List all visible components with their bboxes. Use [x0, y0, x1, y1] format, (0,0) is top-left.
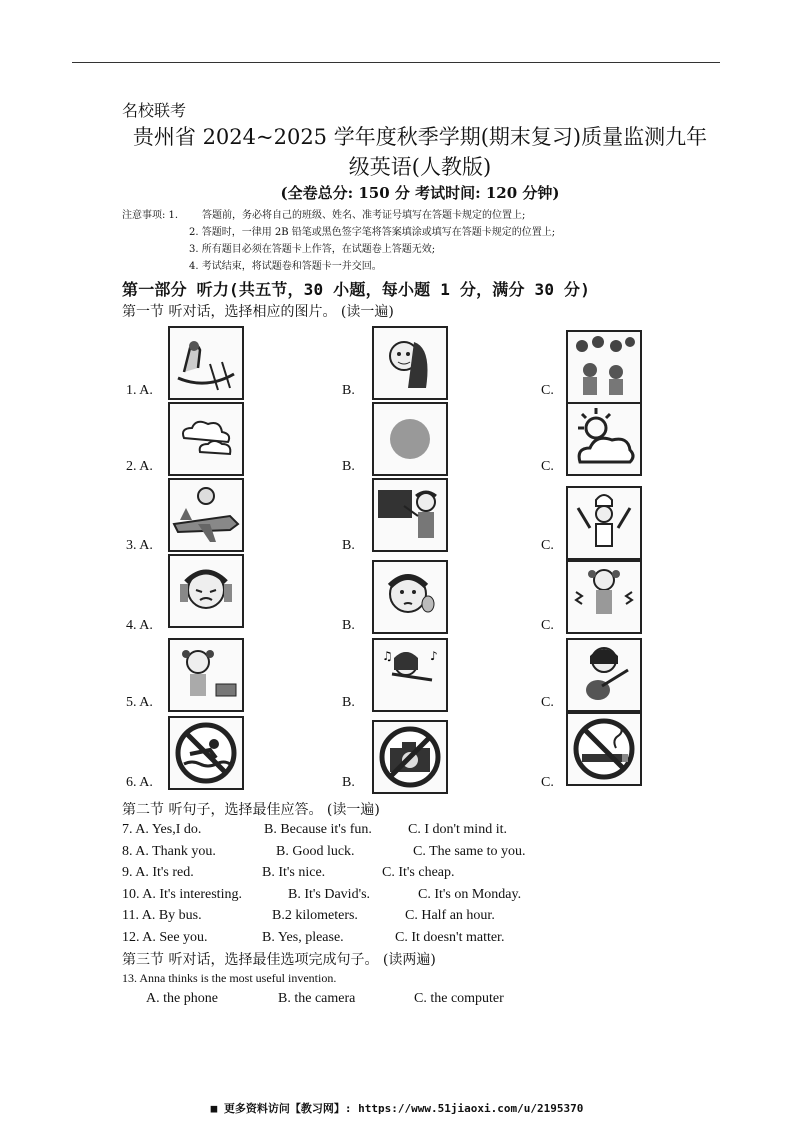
- section2-heading: 第二节 听句子，选择最佳应答。 (读一遍): [122, 802, 380, 818]
- row4-label-a: 4. A.: [126, 618, 153, 633]
- row5-label-b: B.: [342, 695, 355, 710]
- q7-option-c: C. I don't mind it.: [408, 822, 507, 837]
- row6-label-c: C.: [541, 775, 554, 790]
- row4-label-b: B.: [342, 618, 355, 633]
- exam-title-line1: 贵州省 2024~2025 学年度秋季学期(期末复习)质量监测九年: [132, 125, 708, 149]
- girl-guitar-icon: [566, 638, 642, 712]
- footer-link[interactable]: ■ 更多资料访问【教习网】: https://www.51jiaoxi.com/u/2195370: [210, 1102, 584, 1115]
- row5-label-c: C.: [541, 695, 554, 710]
- q11-option-b: B.2 kilometers.: [272, 908, 358, 923]
- exam-title-line2: 级英语(人教版): [348, 155, 492, 179]
- pilot-airplane-icon: [168, 478, 244, 552]
- no-smoking-icon: [566, 712, 642, 786]
- q13-option-c: C. the computer: [414, 991, 504, 1006]
- teacher-blackboard-icon: [372, 478, 448, 552]
- noisy-girl-icon: [566, 560, 642, 634]
- note-item-1: 答题前，务必将自己的班级、姓名、准考证号填写在答题卡规定的位置上;: [202, 210, 526, 221]
- row1-label-b: B.: [342, 383, 355, 398]
- row3-label-c: C.: [541, 538, 554, 553]
- q9-option-a: 9. A. It's red.: [122, 865, 194, 880]
- sun-icon: [372, 402, 448, 476]
- q9-option-b: B. It's nice.: [262, 865, 326, 880]
- row5-label-a: 5. A.: [126, 695, 153, 710]
- q12-option-b: B. Yes, please.: [262, 930, 344, 945]
- lanterns-people-icon: [566, 330, 642, 404]
- q8-option-b: B. Good luck.: [276, 844, 355, 859]
- q11-option-a: 11. A. By bus.: [122, 908, 202, 923]
- row2-label-b: B.: [342, 459, 355, 474]
- q8-option-c: C. The same to you.: [413, 844, 526, 859]
- sun-cloud-icon: [566, 402, 642, 476]
- girl-drum-icon: [168, 638, 244, 712]
- q13-option-b: B. the camera: [278, 991, 356, 1006]
- cook-chef-icon: [566, 486, 642, 560]
- headache-girl-icon: [168, 554, 244, 628]
- section3-heading: 第三节 听对话，选择最佳选项完成句子。 (读两遍): [122, 952, 436, 968]
- school-label: 名校联考: [122, 101, 187, 120]
- row1-label-c: C.: [541, 383, 554, 398]
- q11-option-c: C. Half an hour.: [405, 908, 495, 923]
- no-camera-icon: [372, 720, 448, 794]
- q7-option-b: B. Because it's fun.: [264, 822, 372, 837]
- q10-option-c: C. It's on Monday.: [418, 887, 522, 902]
- cloudy-icon: [168, 402, 244, 476]
- q9-option-c: C. It's cheap.: [382, 865, 455, 880]
- dragon-boat-icon: [168, 326, 244, 400]
- row3-label-a: 3. A.: [126, 538, 153, 553]
- q13-stem: 13. Anna thinks is the most useful invention.: [122, 971, 337, 985]
- row2-label-a: 2. A.: [126, 459, 153, 474]
- part1-heading: 第一部分 听力(共五节，30 小题，每小题 1 分，满分 30 分): [122, 280, 591, 299]
- row3-label-b: B.: [342, 538, 355, 553]
- row6-label-a: 6. A.: [126, 775, 153, 790]
- q10-option-b: B. It's David's.: [288, 887, 371, 902]
- svg-text:♫: ♫: [382, 649, 393, 663]
- q7-option-a: 7. A. Yes,I do.: [122, 822, 202, 837]
- top-rule: [72, 62, 720, 63]
- row6-label-b: B.: [342, 775, 355, 790]
- girl-flute-icon: [372, 638, 448, 712]
- mask-face-icon: [372, 326, 448, 400]
- note-item-3: 3. 所有题目必须在答题卡上作答，在试题卷上答题无效;: [189, 244, 436, 255]
- q10-option-a: 10. A. It's interesting.: [122, 887, 242, 902]
- svg-text:♪: ♪: [430, 649, 438, 663]
- no-swimming-icon: [168, 716, 244, 790]
- note-item-4: 4. 考试结束，将试题卷和答题卡一并交回。: [189, 261, 382, 272]
- notes-prefix: 注意事项: 1.: [122, 210, 179, 221]
- q8-option-a: 8. A. Thank you.: [122, 844, 216, 859]
- row4-label-c: C.: [541, 618, 554, 633]
- row1-label-a: 1. A.: [126, 383, 153, 398]
- q12-option-a: 12. A. See you.: [122, 930, 208, 945]
- q12-option-c: C. It doesn't matter.: [395, 930, 505, 945]
- row2-label-c: C.: [541, 459, 554, 474]
- toothache-boy-icon: [372, 560, 448, 634]
- exam-meta: (全卷总分: 150 分 考试时间: 120 分钟): [280, 184, 560, 202]
- q13-option-a: A. the phone: [146, 991, 218, 1006]
- section1-heading: 第一节 听对话，选择相应的图片。 (读一遍): [122, 304, 394, 320]
- note-item-2: 2. 答题时，一律用 2B 铅笔或黑色签字笔将答案填涂或填写在答题卡规定的位置上;: [189, 227, 556, 238]
